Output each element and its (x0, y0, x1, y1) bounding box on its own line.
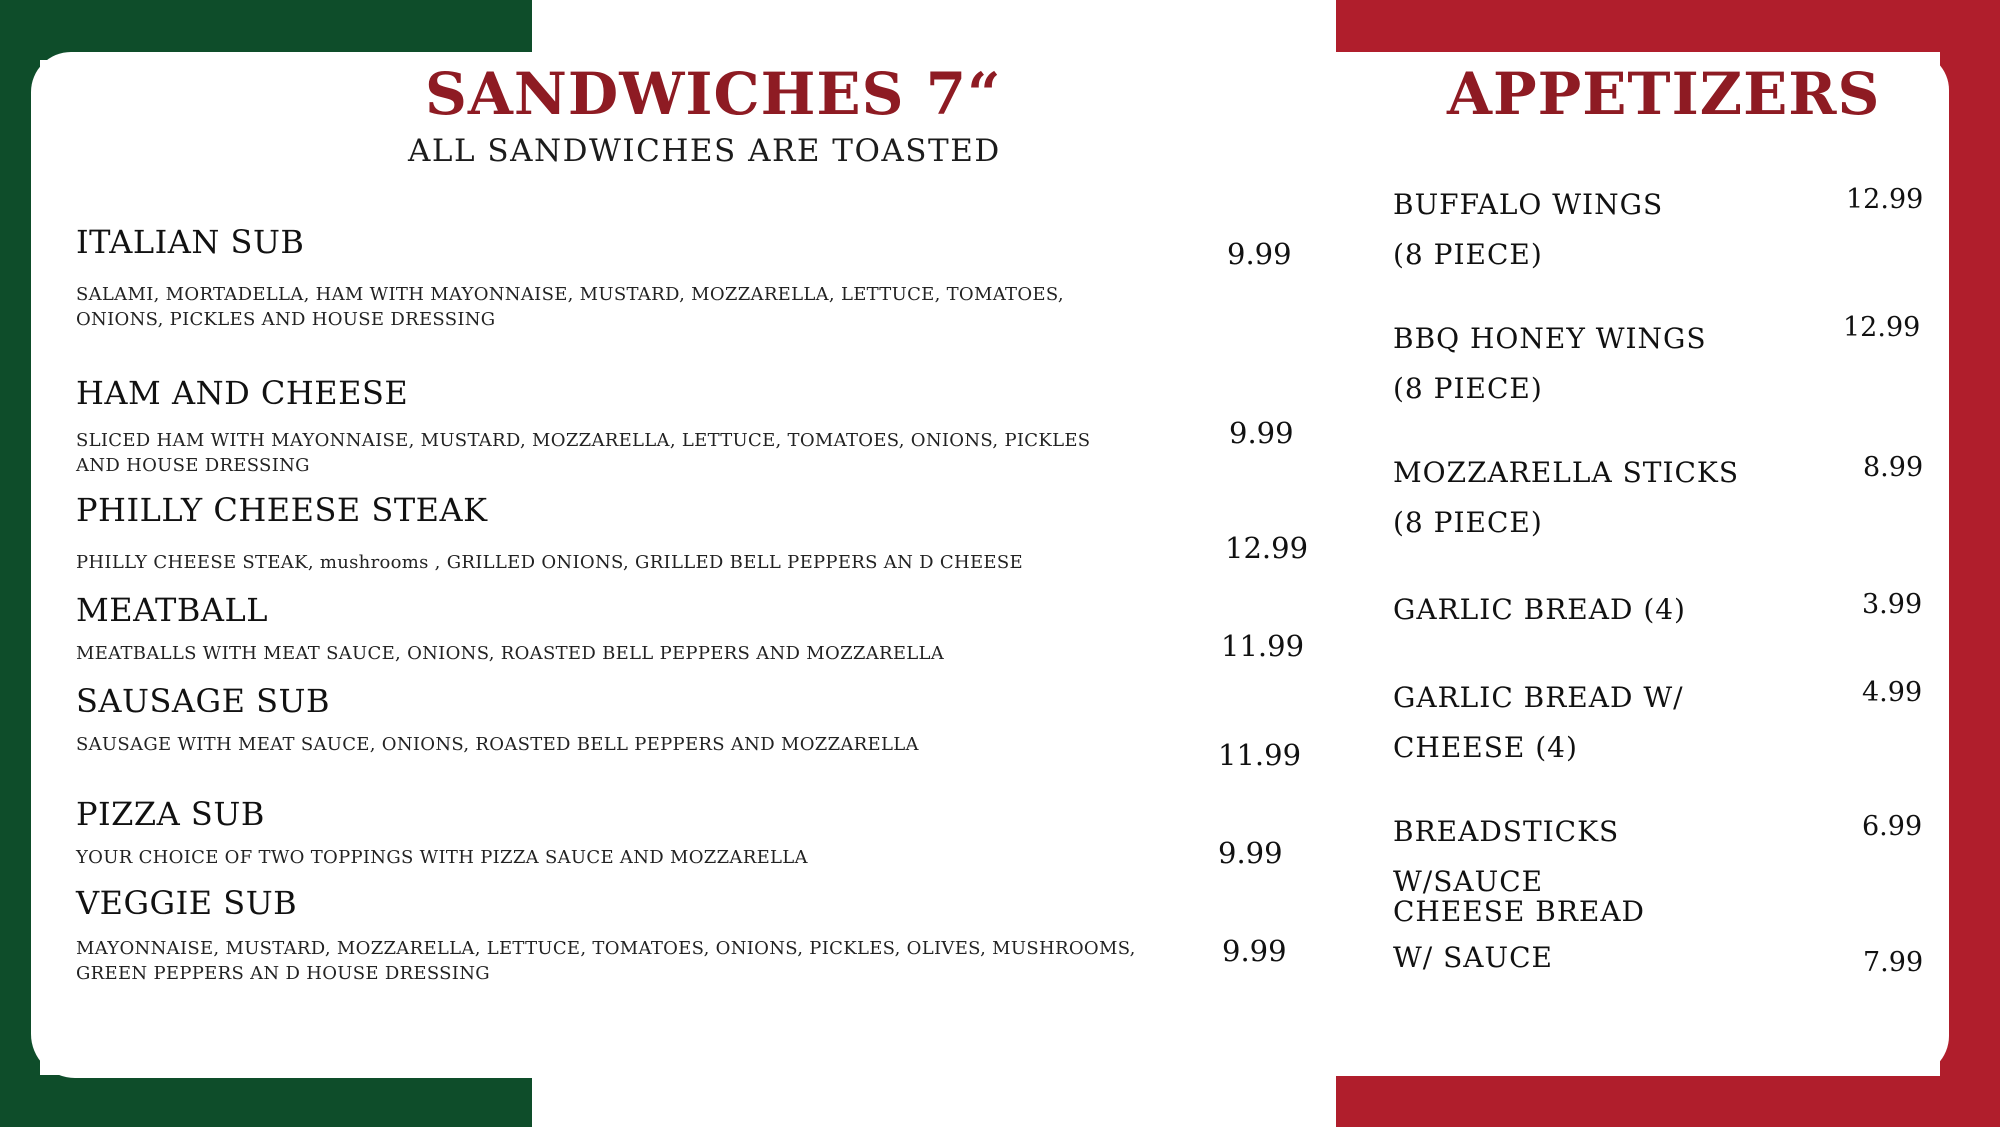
appetizer-price: 12.99 (1846, 184, 1924, 215)
appetizer-name: BBQ HONEY WINGS (8 PIECE) (1393, 322, 1707, 405)
appetizer-name: MOZZARELLA STICKS (8 PIECE) (1393, 456, 1740, 539)
item-price: 9.99 (1227, 237, 1292, 271)
appetizer-price: 7.99 (1863, 947, 1924, 978)
appetizer-price: 8.99 (1863, 452, 1924, 483)
green-bottom-band (0, 1075, 532, 1127)
appetizer-name: BUFFALO WINGS (8 PIECE) (1393, 188, 1664, 271)
appetizer-price: 12.99 (1843, 312, 1921, 343)
red-side-band (1940, 0, 2000, 1127)
item-price: 9.99 (1222, 934, 1287, 968)
item-name: PHILLY CHEESE STEAK (76, 491, 488, 529)
item-description: SAUSAGE WITH MEAT SAUCE, ONIONS, ROASTED BELL PEPPERS AND MOZZARELLA (76, 734, 919, 755)
item-price: 11.99 (1221, 629, 1305, 663)
item-name: PIZZA SUB (76, 795, 265, 833)
item-name: ITALIAN SUB (76, 223, 305, 261)
item-description: YOUR CHOICE OF TWO TOPPINGS WITH PIZZA SAUCE AND MOZZARELLA (76, 847, 808, 868)
item-price: 11.99 (1218, 738, 1302, 772)
appetizer-name: CHEESE BREAD W/ SAUCE (1393, 895, 1646, 974)
item-price: 9.99 (1229, 416, 1294, 450)
appetizer-name: GARLIC BREAD (4) (1393, 593, 1686, 626)
item-description: SLICED HAM WITH MAYONNAISE, MUSTARD, MOZZARELLA, LETTUCE, TOMATOES, ONIONS, PICKLES AND HOUSE DRESSING (76, 430, 1091, 476)
item-description: PHILLY CHEESE STEAK, mushrooms , GRILLED ONIONS, GRILLED BELL PEPPERS AN D CHEESE (76, 552, 1023, 573)
item-description: MAYONNAISE, MUSTARD, MOZZARELLA, LETTUCE, TOMATOES, ONIONS, PICKLES, OLIVES, MUSHROOMS, GREEN PEPPERS AN D HOUSE DRESSING (76, 938, 1136, 984)
red-bottom-band (1336, 1076, 2000, 1127)
appetizer-name: BREADSTICKS W/SAUCE (1393, 815, 1620, 898)
appetizers-title: APPETIZERS (1447, 60, 1881, 128)
sandwiches-subtitle: ALL SANDWICHES ARE TOASTED (408, 133, 1001, 169)
item-price: 12.99 (1225, 531, 1309, 565)
item-name: SAUSAGE SUB (76, 682, 331, 720)
sandwiches-title: SANDWICHES 7“ (425, 60, 1002, 128)
appetizer-name: GARLIC BREAD W/ CHEESE (4) (1393, 681, 1684, 764)
item-price: 9.99 (1218, 836, 1283, 870)
green-top-band (0, 0, 532, 60)
item-name: VEGGIE SUB (76, 884, 298, 922)
item-name: MEATBALL (76, 591, 268, 629)
appetizer-price: 6.99 (1862, 811, 1923, 842)
item-description: SALAMI, MORTADELLA, HAM WITH MAYONNAISE, MUSTARD, MOZZARELLA, LETTUCE, TOMATOES, ONIONS, PICKLES AND HOUSE DRESSING (76, 284, 1064, 330)
item-name: HAM AND CHEESE (76, 374, 409, 412)
red-top-band (1336, 0, 2000, 52)
appetizer-price: 3.99 (1862, 589, 1923, 620)
appetizer-price: 4.99 (1862, 677, 1923, 708)
item-description: MEATBALLS WITH MEAT SAUCE, ONIONS, ROASTED BELL PEPPERS AND MOZZARELLA (76, 643, 945, 664)
